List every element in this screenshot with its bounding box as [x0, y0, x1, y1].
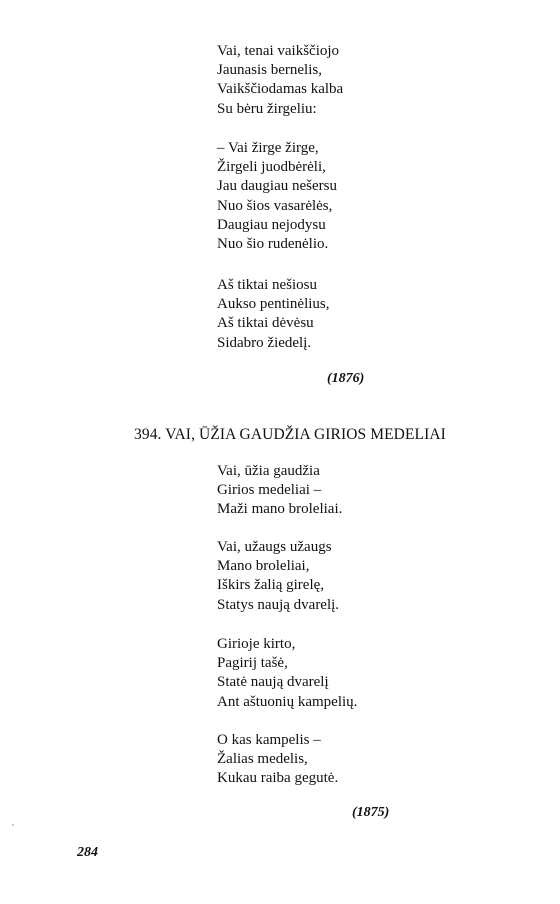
verse-line: Pagirij tašė, — [217, 655, 288, 672]
verse-line: Girios medeliai – — [217, 482, 322, 499]
song-394-stanza-2 — [217, 538, 339, 615]
scan-speck — [12, 824, 14, 826]
song-393-date: (1876) — [327, 371, 365, 386]
verse-line: Statys naują dvarelį. — [217, 596, 340, 613]
song-394-stanza-3 — [217, 635, 357, 712]
song-394-title: 394. VAI, ŪŽIA GAUDŽIA GIRIOS MEDELIAI — [134, 426, 446, 443]
verse-line: – Vai žirge žirge, — [217, 140, 319, 156]
verse-line: Vai, ūžia gaudžia — [217, 463, 320, 479]
song-394-stanza-4 — [217, 731, 338, 789]
verse-line: Žirgeli juodbėrėli, — [217, 159, 326, 176]
verse-line: Aš tiktai dėvėsu — [217, 315, 314, 332]
song-394-stanza-1 — [217, 462, 342, 520]
verse-line: Vaikščiodamas kalba — [217, 81, 344, 98]
verse-line: Jau daugiau nešersu — [217, 178, 337, 195]
verse-line: Nuo šios vasarėlės, — [217, 197, 333, 214]
verse-line: Su bėru žirgeliu: — [217, 100, 317, 117]
verse-line: Vai, tenai vaikščiojo — [217, 43, 340, 59]
verse-line: Žalias medelis, — [217, 751, 308, 768]
verse-line: O kas kampelis – — [217, 732, 321, 748]
verse-line: Aukso pentinėlius, — [217, 296, 330, 313]
verse-line: Ant aštuonių kampelių. — [217, 693, 358, 710]
verse-line: Statė naują dvarelį — [217, 674, 329, 691]
song-394-date: (1875) — [352, 805, 390, 820]
song-393-stanza-1 — [217, 42, 343, 119]
verse-line: Nuo šio rudenėlio. — [217, 236, 329, 253]
verse-line: Girioje kirto, — [217, 636, 296, 652]
verse-line: Kukau raiba gegutė. — [217, 770, 339, 787]
page-number: 284 — [77, 845, 98, 860]
verse-line: Mano broleliai, — [217, 558, 310, 575]
verse-line: Sidabro žiedelį. — [217, 334, 312, 351]
verse-line: Vai, užaugs užaugs — [217, 539, 332, 555]
song-393-stanza-3 — [217, 276, 330, 353]
verse-line: Jaunasis bernelis, — [217, 62, 322, 79]
verse-line: Maži mano broleliai. — [217, 501, 343, 518]
verse-line: Iškirs žalią girelę, — [217, 577, 325, 594]
verse-line: Aš tiktai nešiosu — [217, 277, 317, 293]
song-393-stanza-2 — [217, 139, 337, 254]
verse-line: Daugiau nejodysu — [217, 216, 326, 233]
